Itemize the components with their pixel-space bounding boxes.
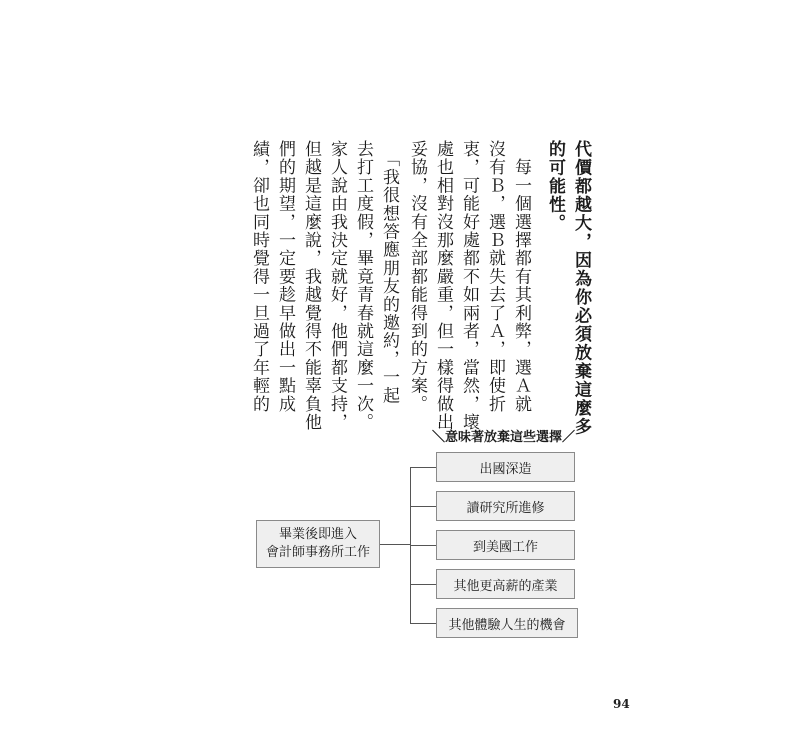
text-column-9: 去打工度假，畢竟青春就這麼一次。 — [353, 140, 373, 432]
text-column-11: 但越是這麼說，我越覺得不能辜負他 — [301, 140, 321, 432]
option-box-1: 出國深造 — [436, 452, 575, 482]
option-box-4: 其他更高薪的產業 — [436, 569, 575, 599]
text-column-7: 妥協，沒有全部都能得到的方案。 — [407, 140, 427, 413]
option-box-5: 其他體驗人生的機會 — [436, 608, 578, 638]
source-choice-box — [256, 520, 380, 568]
option-box-3: 到美國工作 — [436, 530, 575, 560]
connector-branch-3 — [410, 545, 436, 546]
text-column-5: 衷，可能好處都不如兩者，當然，壞 — [459, 140, 479, 432]
text-column-8: 「我很想答應朋友的邀約，一起 — [379, 140, 399, 405]
text-column-12: 們的期望，一定要趁早做出一點成 — [275, 140, 295, 413]
diagram-title: ＼意味著放棄這些選擇／ — [432, 430, 576, 445]
connector-branch-4 — [410, 584, 436, 585]
text-column-10: 家人說由我決定就好，他們都支持， — [327, 140, 347, 432]
connector-main — [380, 544, 410, 545]
text-column-3: 每一個選擇都有其利弊，選Ａ就 — [511, 140, 531, 413]
option-box-2: 讀研究所進修 — [436, 491, 575, 521]
text-column-13: 績，卻也同時覺得一旦過了年輕的 — [249, 140, 269, 413]
connector-branch-5 — [410, 623, 436, 624]
text-column-4: 沒有Ｂ，選Ｂ就失去了Ａ，即使折 — [485, 140, 505, 413]
text-column-6: 處也相對沒那麼嚴重，但一樣得做出 — [433, 140, 453, 432]
connector-branch-1 — [410, 467, 436, 468]
source-line-2: 會計師事務所工作 — [265, 545, 370, 560]
page-number: 94 — [613, 697, 630, 711]
connector-branch-2 — [410, 506, 436, 507]
text-column-1: 代價都越大，因為你必須放棄這麼多 — [571, 140, 591, 436]
source-line-1: 畢業後即進入 — [278, 527, 357, 542]
text-column-2: 的可能性。 — [545, 140, 565, 233]
